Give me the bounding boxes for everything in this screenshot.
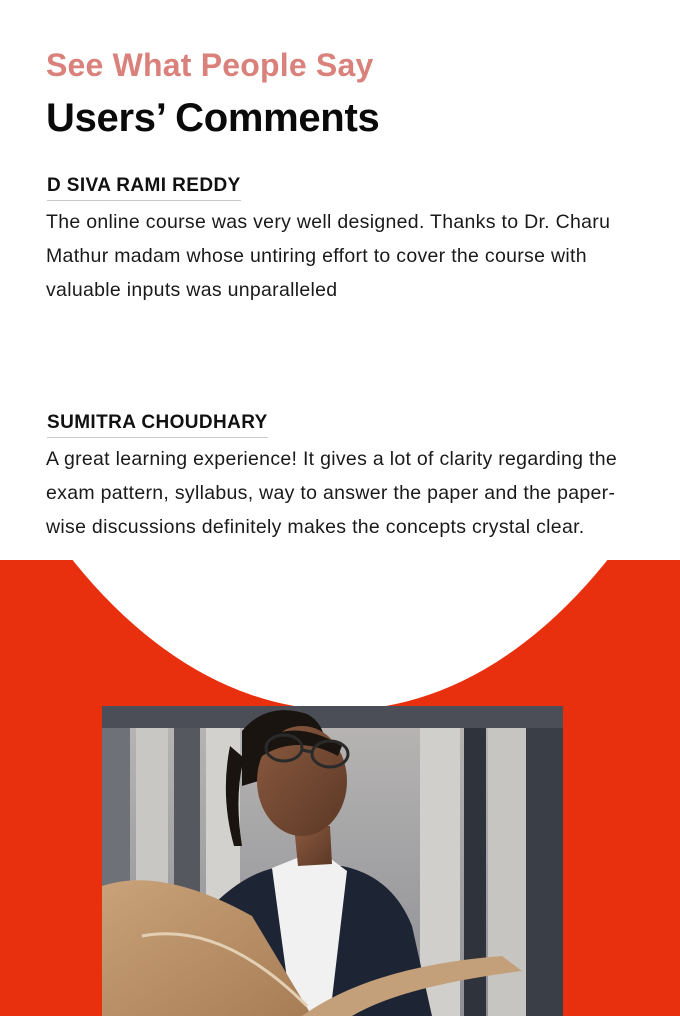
comment-author: SUMITRA CHOUDHARY	[47, 410, 268, 438]
section-eyebrow: See What People Say	[46, 47, 374, 83]
comment-text: The online course was very well designed. Thanks to Dr. Charu Mathur madam whose untiring effort to cover the course with valuable inputs was unparalleled	[46, 211, 611, 301]
student-photo	[102, 706, 563, 1016]
comment-author: D SIVA RAMI REDDY	[47, 173, 241, 201]
comment-item	[46, 410, 626, 544]
comments-section	[46, 40, 646, 538]
comment-text: A great learning experience! It gives a lot of clarity regarding the exam pattern, syllabus, way to answer the paper and the paper-wise discussions definitely makes the concepts crystal clear.	[46, 448, 618, 538]
comment-item	[46, 173, 626, 307]
section-title: Users’ Comments	[46, 96, 380, 140]
